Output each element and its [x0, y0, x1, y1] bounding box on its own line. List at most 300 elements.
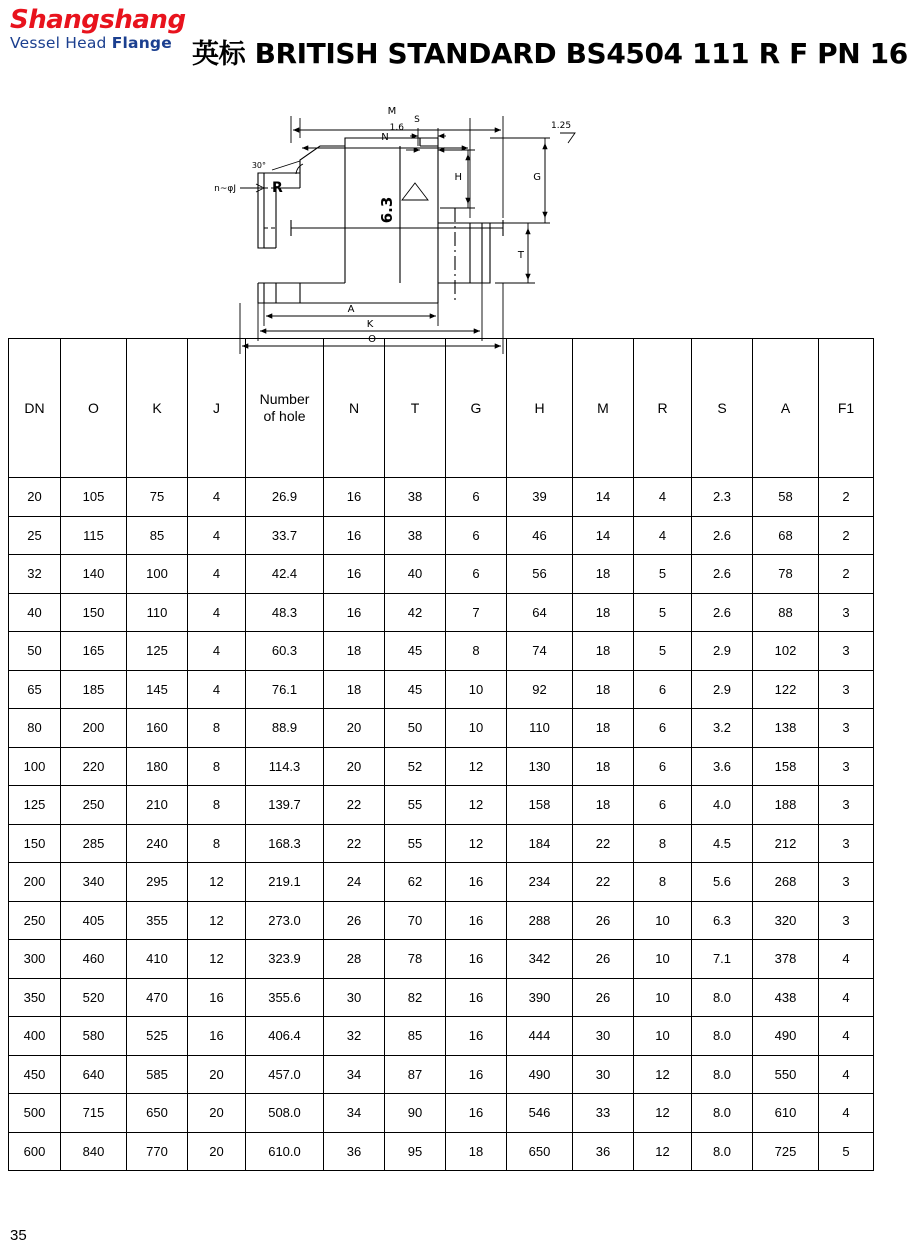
cell-s: 2.9	[692, 670, 753, 709]
cell-dn: 150	[9, 824, 61, 863]
cell-n: 20	[324, 747, 385, 786]
cell-n: 22	[324, 786, 385, 825]
cell-f1: 3	[819, 901, 874, 940]
cell-n: 28	[324, 940, 385, 979]
cell-h: 490	[507, 1055, 573, 1094]
cell-h: 110	[507, 709, 573, 748]
cell-g: 6	[446, 555, 507, 594]
cell-g: 8	[446, 632, 507, 671]
cell-s: 8.0	[692, 1017, 753, 1056]
dim-label-chamfer: 1.25	[551, 121, 572, 131]
cell-k: 145	[127, 670, 188, 709]
cell-s: 6.3	[692, 901, 753, 940]
cell-h: 56	[507, 555, 573, 594]
cell-t: 55	[385, 786, 446, 825]
cell-r: 5	[634, 632, 692, 671]
cell-r: 10	[634, 978, 692, 1017]
table-row	[9, 940, 874, 979]
cell-j: 8	[188, 747, 246, 786]
cell-number-of-hole: 457.0	[246, 1055, 324, 1094]
cell-n: 24	[324, 863, 385, 902]
cell-dn: 250	[9, 901, 61, 940]
dim-label-a: A	[347, 304, 355, 315]
cell-h: 130	[507, 747, 573, 786]
page-header	[0, 0, 908, 88]
cell-s: 4.5	[692, 824, 753, 863]
cell-o: 165	[61, 632, 127, 671]
table-row	[9, 978, 874, 1017]
cell-t: 95	[385, 1132, 446, 1171]
cell-j: 12	[188, 901, 246, 940]
table-body	[9, 478, 874, 1171]
cell-r: 5	[634, 555, 692, 594]
cell-s: 8.0	[692, 978, 753, 1017]
table-row	[9, 747, 874, 786]
cell-g: 16	[446, 1094, 507, 1133]
cell-g: 16	[446, 1017, 507, 1056]
cell-f1: 4	[819, 1017, 874, 1056]
cell-number-of-hole: 76.1	[246, 670, 324, 709]
cell-k: 470	[127, 978, 188, 1017]
cell-a: 88	[753, 593, 819, 632]
cell-k: 125	[127, 632, 188, 671]
cell-j: 20	[188, 1132, 246, 1171]
cell-number-of-hole: 88.9	[246, 709, 324, 748]
cell-r: 8	[634, 824, 692, 863]
cell-a: 138	[753, 709, 819, 748]
cell-s: 5.6	[692, 863, 753, 902]
cell-t: 38	[385, 516, 446, 555]
cell-number-of-hole: 139.7	[246, 786, 324, 825]
col-header-r: R	[634, 339, 692, 478]
cell-m: 30	[573, 1055, 634, 1094]
cell-n: 34	[324, 1055, 385, 1094]
cell-h: 650	[507, 1132, 573, 1171]
cell-a: 378	[753, 940, 819, 979]
table-row	[9, 632, 874, 671]
cell-o: 285	[61, 824, 127, 863]
cell-dn: 32	[9, 555, 61, 594]
cell-h: 158	[507, 786, 573, 825]
cell-g: 16	[446, 1055, 507, 1094]
cell-m: 18	[573, 709, 634, 748]
cell-m: 22	[573, 863, 634, 902]
cell-m: 18	[573, 670, 634, 709]
cell-o: 340	[61, 863, 127, 902]
cell-n: 20	[324, 709, 385, 748]
cell-m: 22	[573, 824, 634, 863]
cell-g: 16	[446, 863, 507, 902]
cell-f1: 3	[819, 709, 874, 748]
cell-s: 8.0	[692, 1094, 753, 1133]
cell-n: 16	[324, 593, 385, 632]
table-row	[9, 555, 874, 594]
cell-k: 770	[127, 1132, 188, 1171]
cell-m: 18	[573, 786, 634, 825]
col-header-number-of-hole-line2: of hole	[263, 408, 306, 424]
cell-t: 78	[385, 940, 446, 979]
cell-h: 74	[507, 632, 573, 671]
cell-t: 40	[385, 555, 446, 594]
cell-n: 34	[324, 1094, 385, 1133]
cell-a: 212	[753, 824, 819, 863]
cell-m: 14	[573, 516, 634, 555]
cell-o: 105	[61, 478, 127, 517]
cell-k: 100	[127, 555, 188, 594]
table-row	[9, 670, 874, 709]
table-row	[9, 901, 874, 940]
flange-technical-drawing	[0, 88, 853, 345]
cell-s: 2.6	[692, 593, 753, 632]
cell-j: 12	[188, 940, 246, 979]
cell-n: 22	[324, 824, 385, 863]
dim-label-g: G	[533, 172, 541, 183]
cell-number-of-hole: 114.3	[246, 747, 324, 786]
table-header-row	[9, 339, 874, 478]
cell-g: 10	[446, 709, 507, 748]
cell-h: 546	[507, 1094, 573, 1133]
cell-j: 8	[188, 709, 246, 748]
table-row	[9, 478, 874, 517]
cell-g: 6	[446, 478, 507, 517]
cell-f1: 3	[819, 593, 874, 632]
cell-g: 18	[446, 1132, 507, 1171]
cell-f1: 2	[819, 478, 874, 517]
cell-r: 4	[634, 516, 692, 555]
table-row	[9, 1017, 874, 1056]
cell-m: 30	[573, 1017, 634, 1056]
cell-dn: 200	[9, 863, 61, 902]
cell-t: 55	[385, 824, 446, 863]
cell-k: 295	[127, 863, 188, 902]
col-header-h: H	[507, 339, 573, 478]
cell-a: 158	[753, 747, 819, 786]
col-header-t: T	[385, 339, 446, 478]
page-title-en: BRITISH STANDARD BS4504 111 R F PN 16	[254, 37, 908, 70]
cell-f1: 2	[819, 516, 874, 555]
cell-h: 46	[507, 516, 573, 555]
cell-o: 520	[61, 978, 127, 1017]
table-row	[9, 516, 874, 555]
cell-t: 52	[385, 747, 446, 786]
table-row	[9, 1132, 874, 1171]
logo-company-name: Shangshang	[10, 5, 186, 35]
cell-f1: 3	[819, 824, 874, 863]
cell-number-of-hole: 273.0	[246, 901, 324, 940]
cell-n: 16	[324, 516, 385, 555]
cell-h: 92	[507, 670, 573, 709]
cell-j: 4	[188, 555, 246, 594]
cell-g: 7	[446, 593, 507, 632]
cell-m: 26	[573, 940, 634, 979]
cell-j: 4	[188, 593, 246, 632]
cell-m: 18	[573, 747, 634, 786]
cell-s: 2.3	[692, 478, 753, 517]
cell-g: 16	[446, 901, 507, 940]
cell-number-of-hole: 60.3	[246, 632, 324, 671]
cell-r: 6	[634, 670, 692, 709]
cell-r: 5	[634, 593, 692, 632]
cell-j: 4	[188, 632, 246, 671]
cell-j: 16	[188, 1017, 246, 1056]
flange-cross-section-svg	[0, 88, 853, 345]
cell-r: 6	[634, 747, 692, 786]
cell-g: 12	[446, 747, 507, 786]
cell-r: 4	[634, 478, 692, 517]
cell-j: 4	[188, 478, 246, 517]
cell-n: 30	[324, 978, 385, 1017]
cell-f1: 3	[819, 670, 874, 709]
dim-label-r: R	[272, 180, 283, 196]
cell-h: 342	[507, 940, 573, 979]
cell-dn: 50	[9, 632, 61, 671]
cell-number-of-hole: 406.4	[246, 1017, 324, 1056]
cell-g: 16	[446, 978, 507, 1017]
logo-tagline-part2: Flange	[111, 34, 172, 52]
cell-dn: 300	[9, 940, 61, 979]
cell-j: 8	[188, 786, 246, 825]
cell-m: 18	[573, 632, 634, 671]
cell-h: 39	[507, 478, 573, 517]
cell-a: 122	[753, 670, 819, 709]
cell-a: 320	[753, 901, 819, 940]
cell-m: 36	[573, 1132, 634, 1171]
cell-h: 184	[507, 824, 573, 863]
cell-s: 7.1	[692, 940, 753, 979]
col-header-m: M	[573, 339, 634, 478]
cell-k: 525	[127, 1017, 188, 1056]
cell-dn: 350	[9, 978, 61, 1017]
cell-t: 50	[385, 709, 446, 748]
cell-n: 16	[324, 478, 385, 517]
table-row	[9, 709, 874, 748]
cell-k: 110	[127, 593, 188, 632]
cell-number-of-hole: 323.9	[246, 940, 324, 979]
dim-label-n: N	[381, 132, 389, 143]
cell-t: 42	[385, 593, 446, 632]
cell-dn: 25	[9, 516, 61, 555]
cell-a: 438	[753, 978, 819, 1017]
cell-j: 4	[188, 516, 246, 555]
table-row	[9, 1094, 874, 1133]
cell-k: 410	[127, 940, 188, 979]
cell-s: 3.2	[692, 709, 753, 748]
cell-j: 12	[188, 863, 246, 902]
cell-r: 12	[634, 1132, 692, 1171]
cell-o: 715	[61, 1094, 127, 1133]
col-header-o: O	[61, 339, 127, 478]
cell-m: 18	[573, 593, 634, 632]
cell-o: 250	[61, 786, 127, 825]
cell-h: 390	[507, 978, 573, 1017]
company-logo	[10, 6, 190, 52]
cell-g: 12	[446, 824, 507, 863]
cell-n: 18	[324, 670, 385, 709]
cell-number-of-hole: 508.0	[246, 1094, 324, 1133]
cell-t: 85	[385, 1017, 446, 1056]
cell-n: 26	[324, 901, 385, 940]
cell-r: 6	[634, 709, 692, 748]
cell-t: 38	[385, 478, 446, 517]
cell-r: 10	[634, 940, 692, 979]
cell-f1: 4	[819, 978, 874, 1017]
cell-dn: 40	[9, 593, 61, 632]
logo-tagline-part1: Vessel Head	[10, 34, 107, 52]
cell-j: 20	[188, 1055, 246, 1094]
cell-a: 268	[753, 863, 819, 902]
col-header-f1: F1	[819, 339, 874, 478]
cell-n: 36	[324, 1132, 385, 1171]
col-header-g: G	[446, 339, 507, 478]
table-row	[9, 1055, 874, 1094]
cell-o: 150	[61, 593, 127, 632]
cell-s: 2.6	[692, 555, 753, 594]
cell-dn: 500	[9, 1094, 61, 1133]
cell-f1: 5	[819, 1132, 874, 1171]
cell-k: 585	[127, 1055, 188, 1094]
cell-a: 610	[753, 1094, 819, 1133]
cell-dn: 20	[9, 478, 61, 517]
col-header-k: K	[127, 339, 188, 478]
table-row	[9, 863, 874, 902]
cell-a: 68	[753, 516, 819, 555]
dim-label-o: O	[368, 334, 376, 345]
cell-k: 650	[127, 1094, 188, 1133]
table-row	[9, 786, 874, 825]
cell-f1: 3	[819, 632, 874, 671]
cell-number-of-hole: 355.6	[246, 978, 324, 1017]
cell-f1: 3	[819, 747, 874, 786]
page-title	[192, 32, 908, 71]
cell-r: 6	[634, 786, 692, 825]
cell-a: 725	[753, 1132, 819, 1171]
cell-t: 87	[385, 1055, 446, 1094]
cell-k: 210	[127, 786, 188, 825]
dim-label-m: M	[387, 106, 397, 117]
cell-o: 115	[61, 516, 127, 555]
cell-k: 85	[127, 516, 188, 555]
col-header-j: J	[188, 339, 246, 478]
col-header-dn: DN	[9, 339, 61, 478]
cell-g: 6	[446, 516, 507, 555]
cell-r: 12	[634, 1094, 692, 1133]
cell-j: 8	[188, 824, 246, 863]
cell-h: 64	[507, 593, 573, 632]
cell-m: 14	[573, 478, 634, 517]
cell-number-of-hole: 26.9	[246, 478, 324, 517]
cell-dn: 100	[9, 747, 61, 786]
dim-label-holes: n~φJ	[214, 184, 236, 194]
cell-k: 75	[127, 478, 188, 517]
cell-a: 102	[753, 632, 819, 671]
cell-t: 70	[385, 901, 446, 940]
flange-spec-table	[8, 338, 874, 1171]
cell-dn: 400	[9, 1017, 61, 1056]
col-header-s: S	[692, 339, 753, 478]
col-header-number-of-hole	[246, 339, 324, 478]
cell-dn: 80	[9, 709, 61, 748]
cell-o: 405	[61, 901, 127, 940]
cell-h: 288	[507, 901, 573, 940]
dim-label-angle: 30°	[251, 161, 266, 170]
cell-n: 18	[324, 632, 385, 671]
cell-a: 490	[753, 1017, 819, 1056]
cell-number-of-hole: 168.3	[246, 824, 324, 863]
col-header-number-of-hole-line1: Number	[259, 391, 310, 407]
cell-o: 840	[61, 1132, 127, 1171]
cell-a: 78	[753, 555, 819, 594]
cell-j: 4	[188, 670, 246, 709]
cell-s: 8.0	[692, 1132, 753, 1171]
cell-g: 10	[446, 670, 507, 709]
cell-r: 10	[634, 901, 692, 940]
cell-f1: 3	[819, 863, 874, 902]
cell-t: 45	[385, 670, 446, 709]
cell-s: 8.0	[692, 1055, 753, 1094]
cell-a: 188	[753, 786, 819, 825]
cell-s: 3.6	[692, 747, 753, 786]
cell-m: 33	[573, 1094, 634, 1133]
cell-f1: 4	[819, 1094, 874, 1133]
cell-g: 16	[446, 940, 507, 979]
cell-n: 32	[324, 1017, 385, 1056]
cell-n: 16	[324, 555, 385, 594]
cell-s: 4.0	[692, 786, 753, 825]
cell-t: 62	[385, 863, 446, 902]
dim-label-roughness: 6.3	[378, 196, 396, 224]
cell-s: 2.9	[692, 632, 753, 671]
cell-k: 240	[127, 824, 188, 863]
spec-table-container	[0, 338, 853, 1171]
col-header-a: A	[753, 339, 819, 478]
cell-dn: 600	[9, 1132, 61, 1171]
cell-f1: 4	[819, 940, 874, 979]
col-header-n: N	[324, 339, 385, 478]
dim-label-t: T	[517, 250, 524, 261]
cell-t: 82	[385, 978, 446, 1017]
cell-number-of-hole: 610.0	[246, 1132, 324, 1171]
cell-number-of-hole: 219.1	[246, 863, 324, 902]
logo-tagline	[10, 34, 190, 52]
dim-label-k: K	[366, 319, 374, 330]
cell-o: 580	[61, 1017, 127, 1056]
cell-dn: 125	[9, 786, 61, 825]
cell-m: 18	[573, 555, 634, 594]
cell-f1: 4	[819, 1055, 874, 1094]
cell-h: 444	[507, 1017, 573, 1056]
cell-o: 220	[61, 747, 127, 786]
cell-j: 20	[188, 1094, 246, 1133]
cell-k: 355	[127, 901, 188, 940]
cell-o: 640	[61, 1055, 127, 1094]
cell-f1: 2	[819, 555, 874, 594]
cell-a: 58	[753, 478, 819, 517]
cell-t: 90	[385, 1094, 446, 1133]
cell-number-of-hole: 42.4	[246, 555, 324, 594]
cell-f1: 3	[819, 786, 874, 825]
cell-k: 160	[127, 709, 188, 748]
cell-dn: 450	[9, 1055, 61, 1094]
cell-o: 460	[61, 940, 127, 979]
cell-a: 550	[753, 1055, 819, 1094]
cell-o: 185	[61, 670, 127, 709]
cell-number-of-hole: 33.7	[246, 516, 324, 555]
cell-j: 16	[188, 978, 246, 1017]
cell-s: 2.6	[692, 516, 753, 555]
cell-o: 140	[61, 555, 127, 594]
cell-m: 26	[573, 901, 634, 940]
cell-m: 26	[573, 978, 634, 1017]
